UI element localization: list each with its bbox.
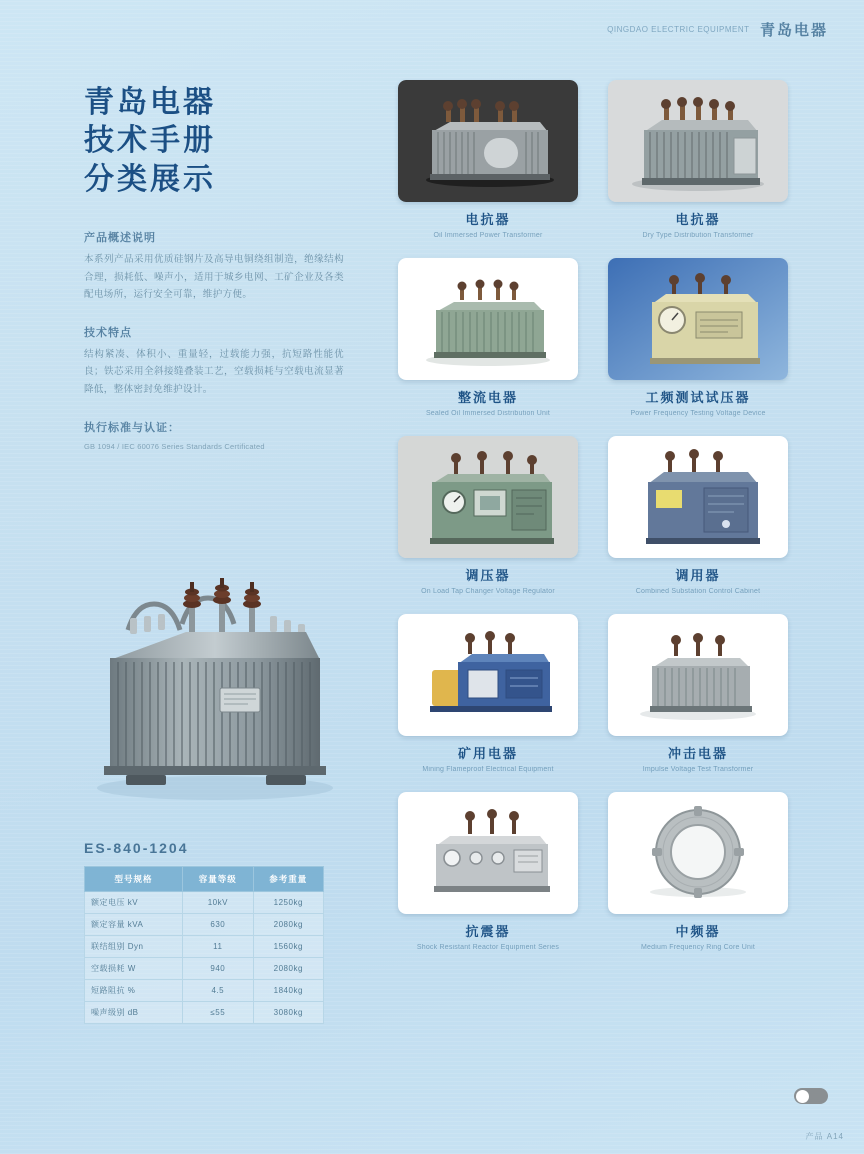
product-name-cn: 电抗器 bbox=[465, 212, 511, 227]
product-image-transformer-silver-fins bbox=[608, 80, 788, 202]
product-image-transformer-grey-small bbox=[608, 614, 788, 736]
product-caption bbox=[398, 387, 578, 418]
product-card[interactable] bbox=[398, 258, 578, 418]
spec-table bbox=[84, 866, 324, 1024]
product-caption bbox=[608, 387, 788, 418]
product-name-cn: 冲击电器 bbox=[667, 746, 728, 762]
section-features-body: 结构紧凑、体积小、重量轻，过载能力强，抗短路性能优良；铁芯采用全斜接缝叠装工艺，空载损耗与空载电流显著降低，整体密封免维护设计。 bbox=[84, 348, 344, 395]
product-caption bbox=[398, 565, 578, 596]
product-caption bbox=[608, 209, 788, 240]
spec-col-capacity: 容量等级 bbox=[183, 867, 253, 892]
product-name-en: Impulse Voltage Test Transformer bbox=[642, 766, 754, 774]
product-name-en: Power Frequency Testing Voltage Device bbox=[630, 410, 766, 418]
product-name-en: On Load Tap Changer Voltage Regulator bbox=[421, 588, 555, 596]
product-caption bbox=[608, 565, 788, 596]
product-name-en: Combined Substation Control Cabinet bbox=[635, 588, 761, 596]
section-standards-body: GB 1094 / IEC 60076 Series Standards Certificated bbox=[84, 441, 265, 451]
product-card[interactable] bbox=[398, 614, 578, 774]
product-name-en: Shock Resistant Reactor Equipment Series bbox=[416, 944, 560, 952]
cell-weight: 1840kg bbox=[253, 980, 323, 1002]
table-row bbox=[85, 892, 324, 914]
page-title-line-1: 青岛电器 bbox=[84, 86, 216, 119]
section-overview-heading: 产品概述说明 bbox=[84, 232, 156, 245]
spec-table-header-row bbox=[85, 867, 324, 892]
page-title-line-3: 分类展示 bbox=[84, 162, 216, 196]
product-card[interactable] bbox=[608, 258, 788, 418]
table-row bbox=[85, 1002, 324, 1024]
section-features bbox=[84, 324, 344, 399]
product-grid bbox=[398, 80, 818, 952]
table-row bbox=[85, 980, 324, 1002]
section-overview-body: 本系列产品采用优质硅钢片及高导电铜绕组制造，绝缘结构合理，损耗低、噪声小，适用于城乡电网、工矿企业及各类配电场所，运行安全可靠，维护方便。 bbox=[84, 254, 344, 301]
product-caption bbox=[398, 743, 578, 774]
product-card[interactable] bbox=[398, 80, 578, 240]
cell-capacity: 630 bbox=[183, 914, 253, 936]
spec-code: ES-840-1204 bbox=[84, 840, 189, 856]
section-standards-heading: 执行标准与认证： bbox=[84, 421, 180, 434]
product-image-ring-core-grey bbox=[608, 792, 788, 914]
cell-weight: 3080kg bbox=[253, 1002, 323, 1024]
cell-capacity: 940 bbox=[183, 958, 253, 980]
product-caption bbox=[608, 921, 788, 952]
section-standards bbox=[84, 419, 344, 453]
product-card[interactable] bbox=[608, 436, 788, 596]
spec-col-weight: 参考重量 bbox=[253, 867, 323, 892]
spec-section bbox=[84, 840, 324, 1024]
product-image-cabinet-cream-gauge bbox=[608, 258, 788, 380]
product-name-cn: 调用器 bbox=[675, 568, 721, 584]
cell-model: 噪声级别 dB bbox=[85, 1002, 183, 1024]
cell-weight: 1560kg bbox=[253, 936, 323, 958]
product-image-transformer-green-fins bbox=[398, 258, 578, 380]
page-title-line-2: 技术手册 bbox=[84, 124, 216, 158]
product-card[interactable] bbox=[608, 80, 788, 240]
spec-col-model: 型号规格 bbox=[85, 867, 183, 892]
product-card[interactable] bbox=[608, 792, 788, 952]
product-image-mining-blue-box bbox=[398, 614, 578, 736]
cell-capacity: 11 bbox=[183, 936, 253, 958]
table-row bbox=[85, 958, 324, 980]
section-overview bbox=[84, 229, 344, 304]
cell-model: 空载损耗 W bbox=[85, 958, 183, 980]
product-name-en: Oil Immersed Power Transformer bbox=[433, 232, 543, 239]
product-name-cn: 工频测试试压器 bbox=[645, 390, 751, 406]
cell-model: 短路阻抗 % bbox=[85, 980, 183, 1002]
folio-label: 产品 A14 bbox=[805, 1132, 844, 1141]
table-row bbox=[85, 914, 324, 936]
cell-weight: 2080kg bbox=[253, 914, 323, 936]
product-image-cabinet-green-panel bbox=[398, 436, 578, 558]
section-features-heading: 技术特点 bbox=[84, 326, 132, 339]
product-name-en: Medium Frequency Ring Core Unit bbox=[641, 944, 755, 952]
cell-capacity: ≤55 bbox=[183, 1002, 253, 1024]
product-name-cn: 整流电器 bbox=[457, 390, 518, 406]
left-column bbox=[84, 84, 344, 473]
cell-model: 额定容量 kVA bbox=[85, 914, 183, 936]
cell-capacity: 10kV bbox=[183, 892, 253, 914]
cell-weight: 1250kg bbox=[253, 892, 323, 914]
page-title bbox=[84, 84, 344, 199]
cell-capacity: 4.5 bbox=[183, 980, 253, 1002]
product-name-cn: 电抗器 bbox=[675, 212, 721, 227]
cell-weight: 2080kg bbox=[253, 958, 323, 980]
product-name-cn: 中频器 bbox=[675, 924, 721, 940]
product-caption bbox=[398, 209, 578, 240]
brand-name-en: QINGDAO ELECTRIC EQUIPMENT bbox=[607, 25, 750, 35]
table-row bbox=[85, 936, 324, 958]
product-name-en: Sealed Oil Immersed Distribution Unit bbox=[425, 410, 551, 418]
product-name-en: Mining Flameproof Electrical Equipment bbox=[422, 766, 554, 774]
brand-header bbox=[607, 22, 828, 40]
product-card[interactable] bbox=[608, 614, 788, 774]
product-caption bbox=[608, 743, 788, 774]
cell-model: 额定电压 kV bbox=[85, 892, 183, 914]
product-card[interactable] bbox=[398, 436, 578, 596]
cell-model: 联结组别 Dyn bbox=[85, 936, 183, 958]
product-image-transformer-grey-large bbox=[398, 80, 578, 202]
product-caption bbox=[398, 921, 578, 952]
product-image-cabinet-blue-panel bbox=[608, 436, 788, 558]
product-name-cn: 调压器 bbox=[465, 568, 511, 584]
product-card[interactable] bbox=[398, 792, 578, 952]
product-name-en: Dry Type Distribution Transformer bbox=[642, 232, 754, 239]
product-image-reactor-white-panel bbox=[398, 792, 578, 914]
brand-name-cn: 青岛电器 bbox=[759, 22, 828, 39]
hero-product-image bbox=[70, 520, 360, 820]
page-indicator[interactable] bbox=[794, 1088, 828, 1104]
product-name-cn: 抗震器 bbox=[465, 924, 511, 940]
page-indicator-dot bbox=[796, 1090, 809, 1103]
product-name-cn: 矿用电器 bbox=[457, 746, 518, 762]
